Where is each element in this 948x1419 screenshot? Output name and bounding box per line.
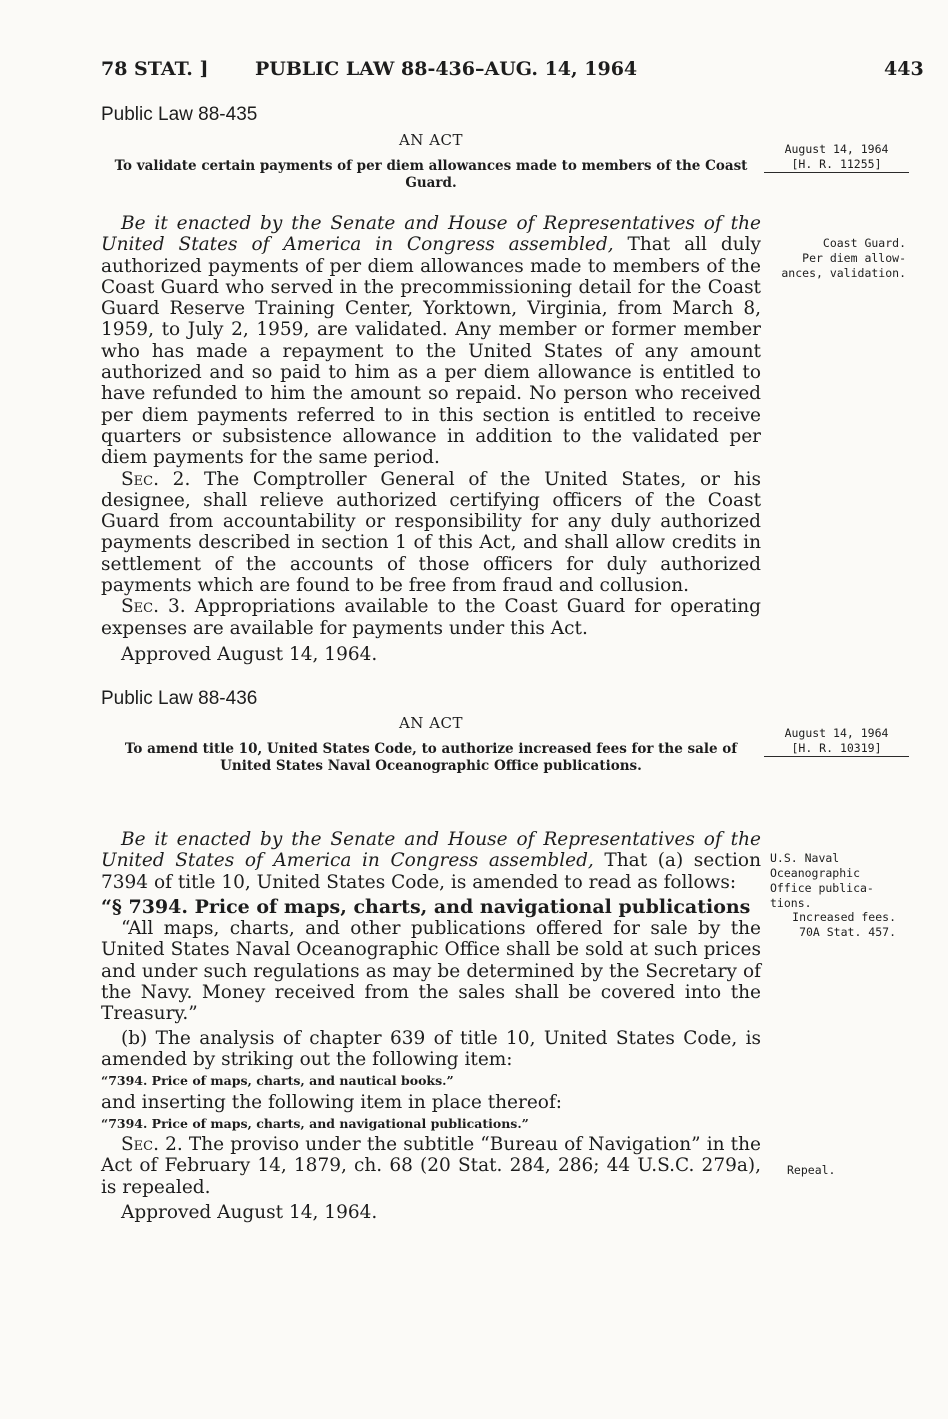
section-heading: “§ 7394. Price of maps, charts, and navigational publications [101,895,751,918]
margin-note: U.S. Naval [770,851,840,865]
law-435-margin-bill: [H. R. 11255] [791,157,882,171]
law-436-margin-date-block [764,726,909,757]
law-435-margin-notes [764,236,906,281]
law-436-title: Public Law 88-436 [101,688,258,709]
law-436-body [101,829,761,1223]
margin-note: tions. [770,896,812,910]
section-2-label: Sec. 2. [121,468,191,490]
law-436-act-heading: AN ACT [398,714,464,732]
enacting-clause: Be it enacted by the Senate and House of Representatives of the United States of America in Congress assembled, [101,213,761,256]
running-header-title: PUBLIC LAW 88-436–AUG. 14, 1964 [255,58,638,80]
approved-date: Approved August 14, 1964. [121,643,378,665]
law-435-margin-date-block [764,142,909,173]
section-2-text: The Comptroller General of the United States, or his designee, shall relieve authorized certifying officers of the Coast Guard from accountability or responsibility for any duly authorized payments described in section 1 of this Act, and shall allow credits in settlement of the accounts of those officers for duly authorized payments which are found to be free from fraud and collusion. [101,468,762,597]
law-435-body [101,213,761,665]
old-item: “7394. Price of maps, charts, and nautical books.” [101,1073,454,1089]
margin-note: Per diem allow- [802,251,906,265]
approved-date: Approved August 14, 1964. [121,1202,378,1224]
section-2-label: Sec. 2. [121,1134,183,1156]
page-number: 443 [884,58,924,80]
section-2-text: The proviso under the subtitle “Bureau of Navigation” in the Act of February 14, 1879, ch. 68 (20 Stat. 284, 286; 44 U.S.C. 279a), is repealed. [101,1134,761,1198]
enacting-clause: Be it enacted by the Senate and House of Representatives of the United States of America in Congress assembled, [101,829,761,872]
margin-note: 70A Stat. 457. [799,925,896,939]
law-435-margin-date: August 14, 1964 [784,142,889,156]
margin-note: Coast Guard. [822,236,906,250]
law-436-margin-bill: [H. R. 10319] [791,741,882,755]
law-436-margin-date: August 14, 1964 [784,726,889,740]
law-436-purpose-line-2: United States Naval Oceanographic Office publications. [220,758,642,774]
section-1-text: That all duly authorized payments of per diem allowances made to members of the Coast Guard who served in the precommissioning detail for the Coast Guard Reserve Training Center, Yorktown, Virginia, from March 8, 1959, to July 2, 1959, are validated. Any member or former member who has made a repayment to the United States of any amount authorized and so paid to him as a per diem allowance is entitled to have refunded to him the amount so repaid. No person who received per diem payments referred to in this section is entitled to receive quarters or subsistence allowance in addition to the validated per diem payments for the same period. [101,234,761,469]
new-item: “7394. Price of maps, charts, and navigational publications.” [101,1115,529,1131]
law-436-margin-notes [770,851,910,911]
law-436-margin-notes-right [764,910,896,940]
section-3-label: Sec. 3. [121,596,186,618]
law-435-title: Public Law 88-435 [101,104,258,125]
margin-note: Office publica- [770,881,874,895]
running-header-volume: 78 STAT. ] [101,58,209,80]
intro-text: That (a) section 7394 of title 10, United States Code, is amended to read as follows: [101,850,761,893]
paragraph-b: (b) The analysis of chapter 639 of title 10, United States Code, is amended by striking out the following item: [101,1027,761,1070]
law-435-purpose: To validate certain payments of per diem allowances made to members of the Coast Guard. [114,158,748,191]
section-3-text: Appropriations available to the Coast Guard for operating expenses are available for payments under this Act. [101,596,762,639]
margin-note: Oceanographic [770,866,861,880]
inserting-text: and inserting the following item in place thereof: [101,1091,563,1113]
law-436-purpose-line-1: To amend title 10, United States Code, to authorize increased fees for the sale of [124,741,738,757]
margin-note: Increased fees. [792,910,896,924]
section-text: “All maps, charts, and other publications offered for sale by the United States Naval Oceanographic Office shall be sold at such prices and under such regulations as may be determined by the Secretary of the Navy. Money received from the sales shall be covered into the Treasury.” [101,918,761,1025]
law-436-margin-repeal: Repeal. [787,1163,836,1177]
law-436-purpose [101,741,761,775]
law-435-act-heading: AN ACT [398,131,464,149]
margin-note: ances, validation. [781,266,906,280]
